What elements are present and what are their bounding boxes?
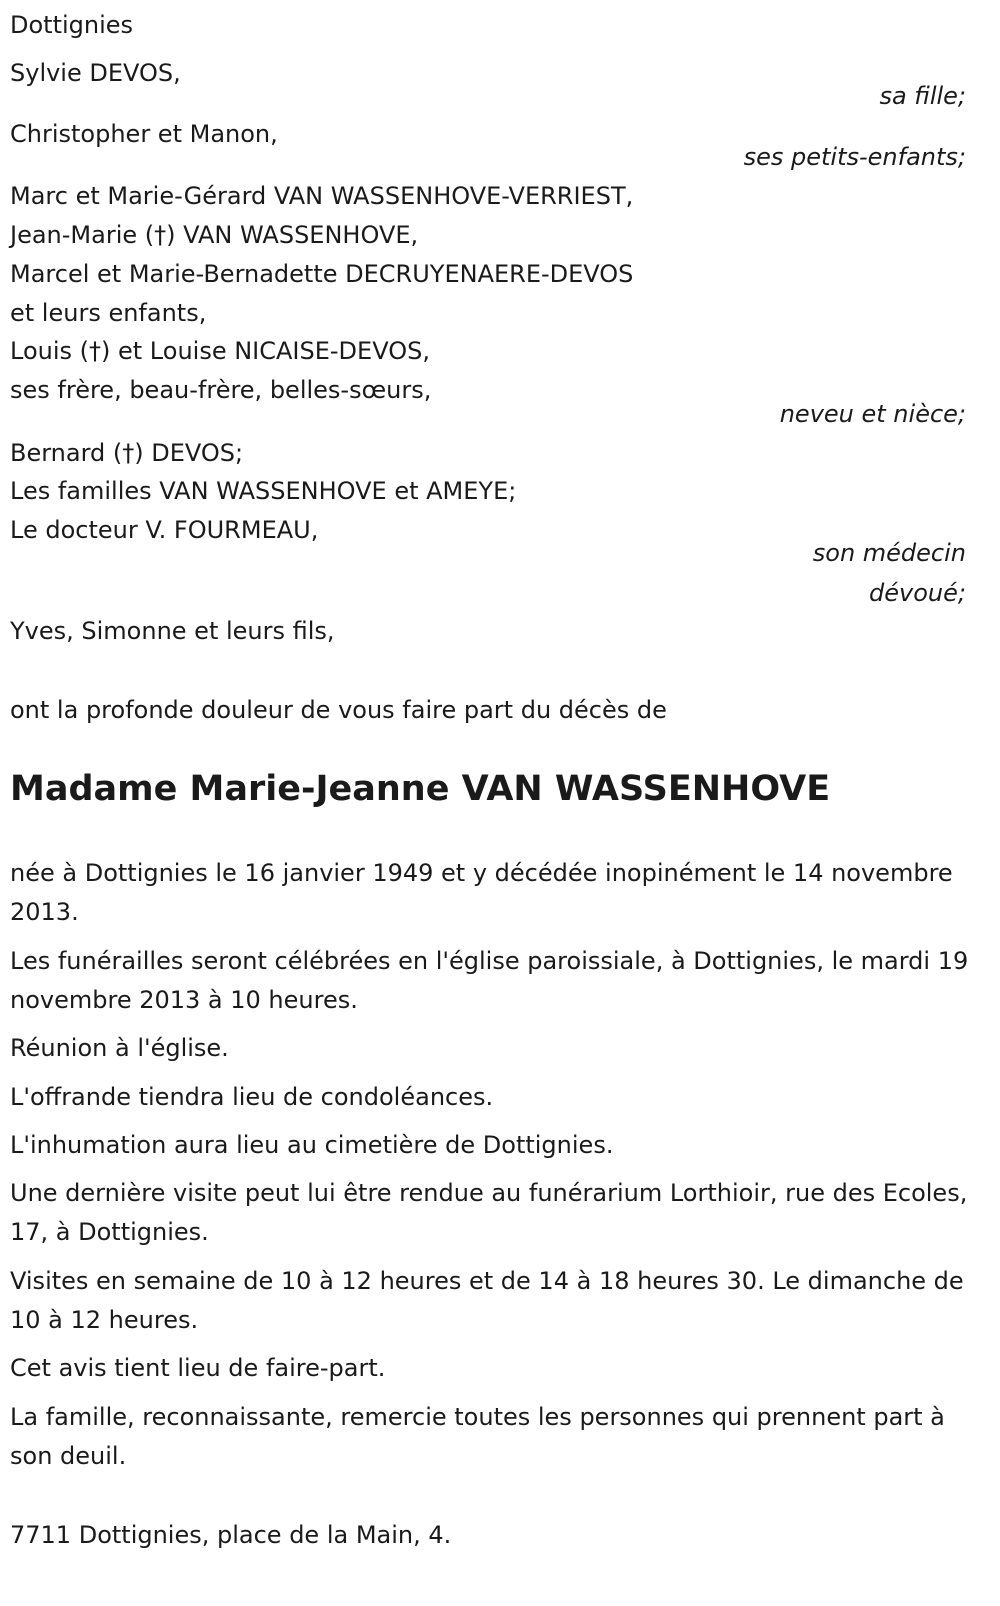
funeral-info: Les funérailles seront célébrées en l'église paroissiale, à Dottignies, le mardi 19 novembre 2013 à 10 heures. xyxy=(10,947,969,1014)
family-name: Marc et Marie-Gérard VAN WASSENHOVE-VERRIEST, xyxy=(10,182,634,210)
meeting-info: Réunion à l'église. xyxy=(10,1034,229,1062)
family-name: Les familles VAN WASSENHOVE et AMEYE; xyxy=(10,477,517,505)
family-name: et leurs enfants, xyxy=(10,299,207,327)
family-name: Sylvie DEVOS, xyxy=(10,59,181,87)
family-name: Christopher et Manon, xyxy=(10,120,278,148)
deceased-name: Madame Marie-Jeanne VAN WASSENHOVE xyxy=(10,769,831,809)
visit-info: Une dernière visite peut lui être rendue au funérarium Lorthioir, rue des Ecoles, 17, à Dottignies. xyxy=(10,1179,968,1246)
family-relation: dévoué; xyxy=(869,579,966,607)
visiting-hours: Visites en semaine de 10 à 12 heures et de 14 à 18 heures 30. Le dimanche de 10 à 12 heures. xyxy=(10,1267,964,1334)
burial-info: L'inhumation aura lieu au cimetière de Dottignies. xyxy=(10,1131,614,1159)
family-name: ses frère, beau-frère, belles-sœurs, xyxy=(10,376,432,404)
family-name: Jean-Marie (†) VAN WASSENHOVE, xyxy=(10,221,419,249)
family-name: Marcel et Marie-Bernadette DECRUYENAERE-DEVOS xyxy=(10,260,634,288)
family-relation: ses petits-enfants; xyxy=(743,143,966,171)
family-relation: son médecin xyxy=(812,539,966,567)
family-name: Le docteur V. FOURMEAU, xyxy=(10,516,319,544)
family-name: Yves, Simonne et leurs fils, xyxy=(10,617,335,645)
family-name: Louis (†) et Louise NICAISE-DEVOS, xyxy=(10,337,430,365)
family-relation: sa fille; xyxy=(879,82,966,110)
announcement: ont la profonde douleur de vous faire part du décès de xyxy=(10,696,667,724)
birth-death-info: née à Dottignies le 16 janvier 1949 et y décédée inopinément le 14 novembre 2013. xyxy=(10,859,953,926)
thanks-info: La famille, reconnaissante, remercie toutes les personnes qui prennent part à son deuil. xyxy=(10,1403,945,1470)
offering-info: L'offrande tiendra lieu de condoléances. xyxy=(10,1083,494,1111)
family-name: Bernard (†) DEVOS; xyxy=(10,439,244,467)
place-header: Dottignies xyxy=(10,11,134,39)
notice-info: Cet avis tient lieu de faire-part. xyxy=(10,1354,386,1382)
family-relation: neveu et nièce; xyxy=(779,400,966,428)
address: 7711 Dottignies, place de la Main, 4. xyxy=(10,1521,452,1549)
